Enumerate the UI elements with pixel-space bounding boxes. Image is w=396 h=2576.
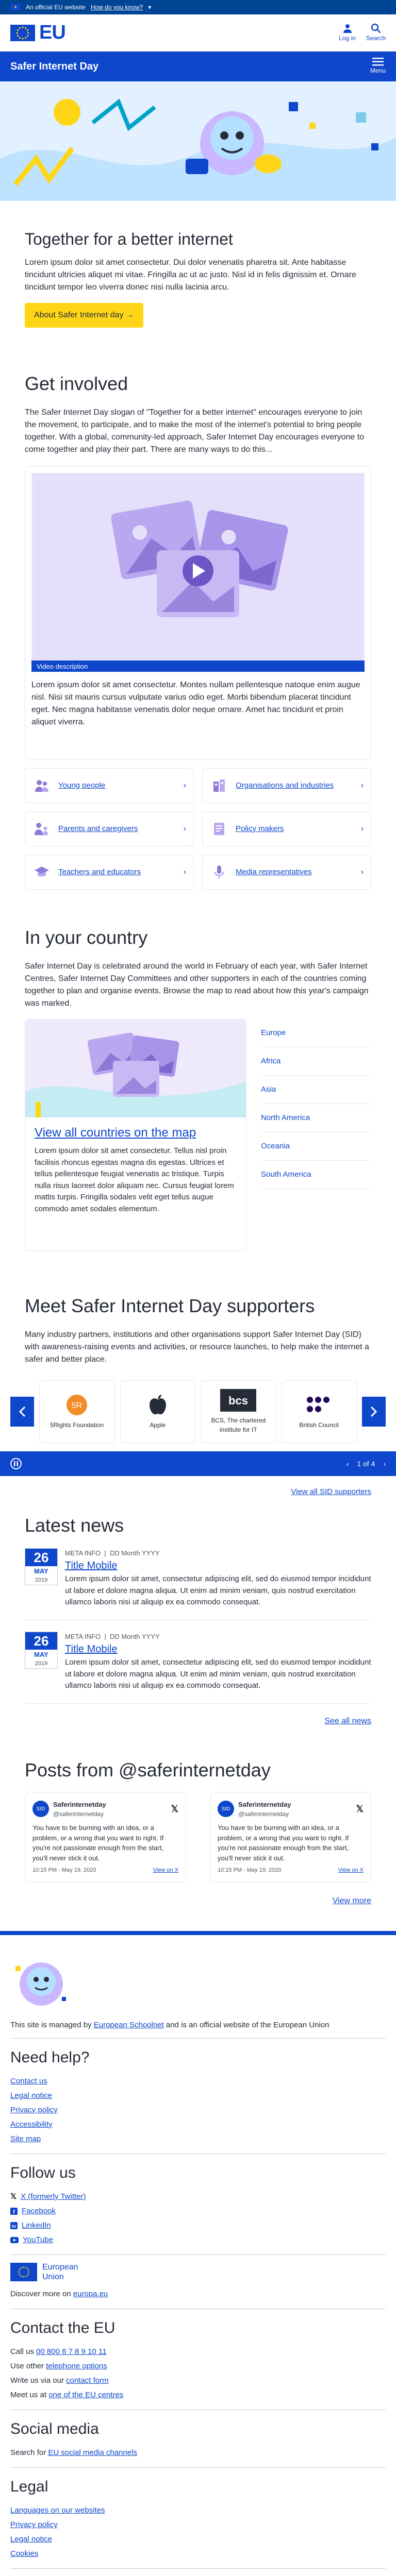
map-card[interactable] xyxy=(25,1019,246,1251)
logo-text: EU xyxy=(39,22,65,43)
login-button[interactable] xyxy=(339,23,356,43)
video-player[interactable] xyxy=(31,473,365,672)
legal-link-notice[interactable]: Legal notice xyxy=(10,2535,52,2544)
chevron-right-icon: › xyxy=(183,781,186,790)
post-text: You have to be burning with an idea, or a problem, or a wrong that you want to right. If you're not passionate enough from the start, you'll never stick it out. xyxy=(218,1824,349,1862)
audience-item-media[interactable] xyxy=(202,855,371,890)
news-item xyxy=(25,1620,371,1704)
arrow-right-icon: → xyxy=(125,311,134,319)
chevron-down-icon: ▾ xyxy=(148,4,152,11)
telephone-options-link[interactable]: telephone options xyxy=(46,2362,107,2371)
region-item[interactable]: North America xyxy=(261,1104,371,1132)
svg-text:in: in xyxy=(12,2224,16,2229)
news-text: Lorem ipsum dolor sit amet, consectetur adipiscing elit, sed do eiusmod tempor incididunt ut labore et dolore magna aliqua. Ut enim ad minim veniam, quis nostrud exercitation ullamco laboris nisi ut aliquip ex ea commodo consequat. xyxy=(65,1574,371,1606)
audience-label: Media representatives xyxy=(236,867,312,876)
audience-item-teachers[interactable] xyxy=(25,855,194,890)
country-section xyxy=(0,890,396,1251)
chevron-right-icon[interactable]: › xyxy=(383,1459,386,1468)
region-item[interactable]: Asia xyxy=(261,1076,371,1104)
search-button[interactable] xyxy=(366,23,386,43)
eu-flag-logo-icon xyxy=(10,25,35,41)
official-eu-bar xyxy=(0,0,396,14)
eu-logo[interactable] xyxy=(10,18,65,47)
menu-label: Menu xyxy=(370,67,386,74)
x-logo-icon: 𝕏 xyxy=(171,1803,178,1814)
pause-icon xyxy=(10,1458,22,1469)
region-item[interactable]: South America xyxy=(261,1161,371,1189)
supporters-carousel xyxy=(0,1380,396,1443)
supporters-section xyxy=(0,1251,396,1498)
avatar: SID xyxy=(32,1801,49,1817)
audience-label: Policy makers xyxy=(236,824,284,833)
video-description-text: Lorem ipsum dolor sit amet consectetur. Montes nullam pellentesque natoque enim augue nisl. Nisi sit mauris cursus vulputate varius odio eget. Morbi bibendum placerat tincidunt eget. Nec magna habitasse venenatis dolor neque ornare. Amet hac tincidunt et proin aliquet viverra. xyxy=(31,681,360,726)
search-icon xyxy=(371,23,381,33)
footer-link-contact[interactable]: Contact us xyxy=(10,2077,47,2086)
date-day: 26 xyxy=(25,1632,57,1650)
date-month: MAY xyxy=(34,1650,48,1658)
supporter-item[interactable] xyxy=(282,1380,357,1443)
parents-icon xyxy=(32,820,51,838)
date-day: 26 xyxy=(25,1549,57,1566)
region-item[interactable]: Africa xyxy=(261,1047,371,1076)
contact-eu-title: Contact the EU xyxy=(10,2319,116,2337)
social-post[interactable] xyxy=(210,1792,371,1883)
x-logo-icon: 𝕏 xyxy=(10,2192,17,2201)
follow-x[interactable]: 𝕏 X (formerly Twitter) xyxy=(10,2190,386,2204)
chevron-right-icon: › xyxy=(360,781,364,790)
apple-logo-icon xyxy=(147,1394,168,1416)
eu-label-line1: European xyxy=(42,2263,78,2272)
supporter-name: British Council xyxy=(299,1421,339,1429)
post-handle: @saferinternetday xyxy=(238,1810,289,1818)
date-month: MAY xyxy=(34,1567,48,1575)
video-caption: Video description xyxy=(37,663,88,670)
write-text: Write us via our contact form xyxy=(10,2376,109,2385)
eu-flag-icon xyxy=(10,2263,37,2281)
site-footer xyxy=(0,1931,396,2576)
other-options-text: Use other telephone options xyxy=(10,2362,107,2371)
audience-label: Teachers and educators xyxy=(58,867,141,876)
eu-flag-icon: ★ xyxy=(10,4,21,11)
see-all-supporters-link[interactable]: View all SID supporters xyxy=(291,1487,371,1496)
video-caption-bar xyxy=(31,660,365,672)
audience-label: Parents and caregivers xyxy=(58,824,138,833)
teachers-icon xyxy=(32,863,51,882)
legal-link-languages[interactable]: Languages on our websites xyxy=(10,2506,105,2515)
login-label: Log in xyxy=(339,34,356,42)
post-author: Saferinternetday xyxy=(238,1800,291,1808)
news-section xyxy=(0,1498,396,1727)
carousel-controls xyxy=(0,1451,396,1476)
intro-section xyxy=(0,201,396,328)
post-author: Saferinternetday xyxy=(53,1800,106,1808)
follow-us-title: Follow us xyxy=(10,2164,76,2181)
supporter-item[interactable] xyxy=(39,1380,115,1443)
audience-label: Young people xyxy=(58,781,106,790)
date-year: 2019 xyxy=(35,1660,48,1667)
social-text: Search for EU social media channels xyxy=(10,2448,137,2458)
managed-by-text: This site is managed by European Schoolnet and is an official website of the European Union xyxy=(10,2020,329,2029)
news-title-link[interactable]: Title Mobile xyxy=(65,1560,118,1571)
europa-link[interactable]: europa.eu xyxy=(73,2290,108,2299)
chevron-left-icon[interactable]: ‹ xyxy=(346,1459,349,1468)
official-text: An official EU website xyxy=(26,4,86,11)
svg-text:bcs: bcs xyxy=(228,1394,249,1407)
audience-item-young-people[interactable] xyxy=(25,768,194,803)
legal-link-cookies[interactable]: Cookies xyxy=(10,2549,39,2558)
5rights-logo-icon xyxy=(65,1394,88,1416)
footer-link-accessibility[interactable]: Accessibility xyxy=(10,2120,53,2129)
supporter-name: 5Rights Foundation xyxy=(50,1421,104,1429)
region-item[interactable]: Europe xyxy=(261,1019,371,1047)
need-help-title: Need help? xyxy=(10,2049,90,2066)
media-icon xyxy=(210,863,228,882)
mascot-illustration-icon xyxy=(10,1956,72,2012)
post-time: 10:15 PM - May 19, 2020 xyxy=(218,1867,282,1873)
chevron-right-icon: › xyxy=(360,824,364,833)
get-involved-section xyxy=(0,328,396,890)
how-do-you-know-link[interactable]: How do you know? xyxy=(90,4,143,11)
facebook-icon xyxy=(10,2208,18,2215)
follow-facebook[interactable]: f Facebook xyxy=(10,2204,386,2218)
footer-link-legal-notice[interactable]: Legal notice xyxy=(10,2091,52,2100)
supporters-text: Many industry partners, institutions and other organisations support Safer Internet Day (SID) with awareness-raising events and activities, or resource launches, to help make the internet a safer and better place. xyxy=(25,1330,369,1364)
view-on-x-link[interactable]: View on X xyxy=(338,1867,364,1873)
country-text: Safer Internet Day is celebrated around the world in February of each year, with Safer Internet Centres, Safer Internet Day Committees and other supporters in each of the countries coming together to plan and organise events. Browse the map to read about how this year's campaign was marked. xyxy=(25,962,369,1008)
news-meta: META INFO | DD Month YYYY xyxy=(65,1632,160,1640)
post-text: You have to be burning with an idea, or a problem, or a wrong that you want to right. If you're not passionate enough from the start, you'll never stick it out. xyxy=(32,1824,164,1862)
call-text: Call us 00 800 6 7 8 9 10 11 xyxy=(10,2347,107,2357)
social-media-title: Social media xyxy=(10,2420,99,2438)
follow-youtube[interactable]: YouTube xyxy=(10,2233,386,2247)
chevron-right-icon: › xyxy=(183,824,186,833)
eu-centres-link[interactable]: one of the EU centres xyxy=(48,2391,124,2400)
news-title-link[interactable]: Title Mobile xyxy=(65,1643,118,1655)
footer-link-privacy[interactable]: Privacy policy xyxy=(10,2106,58,2114)
audience-item-policy-makers[interactable] xyxy=(202,811,371,846)
posts-title: Posts from @saferinternetday xyxy=(25,1759,271,1781)
video-card xyxy=(25,466,371,760)
audience-item-organisations[interactable] xyxy=(202,768,371,803)
site-header xyxy=(0,14,396,52)
supporter-item[interactable] xyxy=(201,1380,276,1443)
user-icon xyxy=(342,23,353,33)
view-more-posts-link[interactable]: View more xyxy=(332,1896,371,1905)
young-people-icon xyxy=(32,776,51,795)
footer-link-sitemap[interactable]: Site map xyxy=(10,2134,41,2143)
audience-item-parents[interactable] xyxy=(25,811,194,846)
intro-text: Lorem ipsum dolor sit amet consectetur. Dui dolor venenatis pharetra sit. Ante habitasse tincidunt ultricies aliquet mi vitae. Fringilla ac ut ac justo. Nisl id in felis dignissim et. Ornare tincidunt tempor leo viverra donec nisi nulla lacinia arcu. xyxy=(25,258,356,292)
chevron-left-icon xyxy=(19,1406,26,1417)
bcs-logo-icon xyxy=(220,1389,256,1412)
legal-link-privacy[interactable]: Privacy policy xyxy=(10,2520,58,2530)
map-link-title[interactable]: View all countries on the map xyxy=(35,1126,196,1140)
british-council-logo-icon xyxy=(304,1394,335,1416)
audience-grid xyxy=(25,768,371,890)
site-name-bar xyxy=(0,52,396,81)
social-channels-link[interactable]: EU social media channels xyxy=(48,2448,137,2458)
hero-illustration xyxy=(0,81,396,201)
follow-linkedin[interactable]: in LinkedIn xyxy=(10,2218,386,2233)
post-time: 10:15 PM - May 19, 2020 xyxy=(32,1867,96,1873)
country-title: In your country xyxy=(25,927,148,948)
chevron-right-icon: › xyxy=(183,868,186,876)
chevron-right-icon: › xyxy=(360,868,364,876)
legal-title: Legal xyxy=(10,2478,48,2496)
region-item[interactable]: Oceania xyxy=(261,1132,371,1161)
get-involved-text: The Safer Internet Day slogan of "Together for a better internet" encourages everyone to join the movement, to participate, and to make the most of the internet's potential to bring people together. With a global, community-led approach, Safer Internet Day encourages everyone to come together and play their part. There are many ways to do this... xyxy=(25,408,365,454)
supporter-name: Apple xyxy=(150,1421,166,1429)
date-badge xyxy=(25,1548,58,1585)
youtube-icon xyxy=(10,2237,19,2243)
policy-makers-icon xyxy=(210,820,228,838)
site-name[interactable]: Safer Internet Day xyxy=(10,61,99,72)
carousel-prev-button[interactable] xyxy=(10,1397,34,1427)
about-button[interactable] xyxy=(25,303,143,328)
hamburger-icon xyxy=(372,58,384,66)
meet-text: Meet us at one of the EU centres xyxy=(10,2391,124,2400)
post-handle: @saferinternetday xyxy=(53,1810,104,1818)
map-text: Lorem ipsum dolor sit amet consectetur. Tellus nisl proin facilisis rhoncus egestas magna dis egestas. Ultrices et tellus pellentesque feugiat venenatis ac tristique. Turpis nulla risus laoreet dolor aliquam nec. Cursus feugiat lorem mattis turpis. Fringilla sodales velit eget tellus augue commodo amet sodales elementum. xyxy=(35,1146,234,1213)
search-label: Search xyxy=(366,34,386,42)
carousel-next-button[interactable] xyxy=(362,1397,386,1427)
news-title: Latest news xyxy=(25,1514,124,1536)
audience-label: Organisations and industries xyxy=(236,781,334,790)
supporter-item[interactable] xyxy=(120,1380,196,1443)
avatar: SID xyxy=(218,1801,234,1817)
region-list xyxy=(261,1019,371,1251)
european-schoolnet-link[interactable]: European Schoolnet xyxy=(93,2020,164,2029)
contact-form-link[interactable]: contact form xyxy=(66,2376,109,2385)
menu-button[interactable] xyxy=(370,58,386,75)
carousel-counter: 1 of 4 xyxy=(357,1459,375,1468)
carousel-pause-button[interactable] xyxy=(10,1458,22,1469)
organisations-icon xyxy=(210,776,228,795)
news-meta: META INFO | DD Month YYYY xyxy=(65,1549,160,1557)
discover-text: Discover more on europa.eu xyxy=(10,2290,108,2299)
svg-text:5R: 5R xyxy=(72,1401,82,1410)
map-illustration xyxy=(25,1020,246,1117)
news-item xyxy=(25,1537,371,1620)
social-post[interactable] xyxy=(25,1792,186,1883)
about-button-label: About Safer Internet day xyxy=(34,311,124,319)
svg-text:f: f xyxy=(13,2209,15,2215)
posts-section xyxy=(0,1727,396,1907)
supporters-title: Meet Safer Internet Day supporters xyxy=(25,1295,315,1316)
chevron-right-icon xyxy=(370,1406,377,1417)
supporter-name: BCS, The chartered institute for IT xyxy=(211,1417,266,1433)
view-on-x-link[interactable]: View on X xyxy=(153,1867,178,1873)
news-text: Lorem ipsum dolor sit amet, consectetur adipiscing elit, sed do eiusmod tempor incididunt ut labore et dolore magna aliqua. Ut enim ad minim veniam, quis nostrud exercitation ullamco laboris nisi ut aliquip ex ea commodo consequat. xyxy=(65,1658,371,1690)
eu-footer-logo[interactable] xyxy=(10,2262,386,2282)
date-year: 2019 xyxy=(35,1577,48,1583)
get-involved-title: Get involved xyxy=(25,373,128,394)
see-all-news-link[interactable]: See all news xyxy=(324,1716,371,1725)
date-badge xyxy=(25,1632,58,1669)
linkedin-icon xyxy=(10,2222,18,2229)
x-logo-icon: 𝕏 xyxy=(356,1803,364,1814)
phone-link[interactable]: 00 800 6 7 8 9 10 11 xyxy=(36,2347,107,2357)
eu-label-line2: Union xyxy=(42,2273,64,2282)
intro-title: Together for a better internet xyxy=(25,230,233,248)
